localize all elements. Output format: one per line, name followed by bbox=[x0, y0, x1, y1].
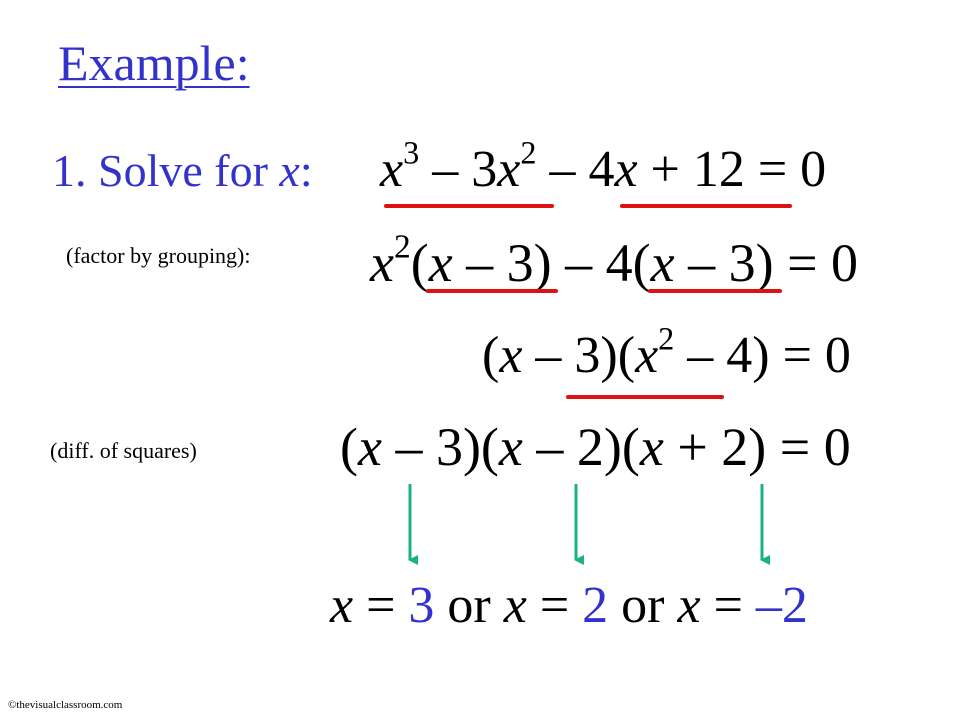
solution-or: or bbox=[608, 577, 678, 634]
solution-or: or bbox=[434, 577, 504, 634]
eq3-term: ( bbox=[482, 327, 500, 384]
eq1-term: – 4 bbox=[536, 141, 615, 198]
eq3-var: x bbox=[499, 327, 523, 384]
solution-equals: = bbox=[353, 577, 409, 634]
solution-var: x bbox=[677, 577, 701, 634]
root-value: –2 bbox=[755, 577, 808, 634]
problem-label-prefix: 1. Solve for bbox=[52, 145, 280, 196]
eq2-var: x bbox=[428, 233, 453, 293]
problem-label-suffix: : bbox=[299, 145, 313, 196]
eq4-term: – 3)( bbox=[381, 417, 499, 477]
root-value: 2 bbox=[582, 577, 609, 634]
eq3-var: x bbox=[635, 327, 659, 384]
solution-var: x bbox=[330, 577, 354, 634]
slide-title: Example: bbox=[58, 35, 250, 91]
eq2-term: – 3) = 0 bbox=[674, 233, 859, 293]
copyright-notice: ©thevisualclassroom.com bbox=[8, 699, 123, 711]
eq4-var: x bbox=[357, 417, 382, 477]
diff-squares-note: (diff. of squares) bbox=[50, 438, 197, 463]
eq3-exponent: 2 bbox=[658, 320, 675, 357]
eq2-exponent: 2 bbox=[393, 228, 411, 266]
problem-label-variable: x bbox=[279, 145, 300, 196]
eq1-exponent: 3 bbox=[403, 134, 420, 171]
eq2-var: x bbox=[650, 233, 675, 293]
grouping-note: (factor by grouping): bbox=[66, 243, 251, 268]
eq1-var: x bbox=[497, 141, 521, 198]
eq4-term: ( bbox=[340, 417, 358, 477]
eq1-var: x bbox=[614, 141, 638, 198]
eq3-term: – 4) = 0 bbox=[674, 327, 851, 384]
eq1-term: – 3 bbox=[419, 141, 498, 198]
solution-var: x bbox=[503, 577, 527, 634]
eq1-exponent: 2 bbox=[520, 134, 537, 171]
eq4-var: x bbox=[498, 417, 523, 477]
solution-equals: = bbox=[526, 577, 583, 634]
eq4-term: + 2) = 0 bbox=[663, 417, 851, 477]
eq3-term: – 3)( bbox=[522, 327, 636, 384]
eq2-var: x bbox=[370, 233, 394, 293]
eq2-term: ( bbox=[410, 233, 429, 293]
solution-equals: = bbox=[700, 577, 756, 634]
root-value: 3 bbox=[408, 577, 435, 634]
eq2-term: – 3) – 4( bbox=[452, 233, 651, 293]
eq1-var: x bbox=[380, 141, 404, 198]
eq1-term: + 12 = 0 bbox=[637, 141, 827, 198]
eq4-term: – 2)( bbox=[522, 417, 640, 477]
eq4-var: x bbox=[639, 417, 664, 477]
